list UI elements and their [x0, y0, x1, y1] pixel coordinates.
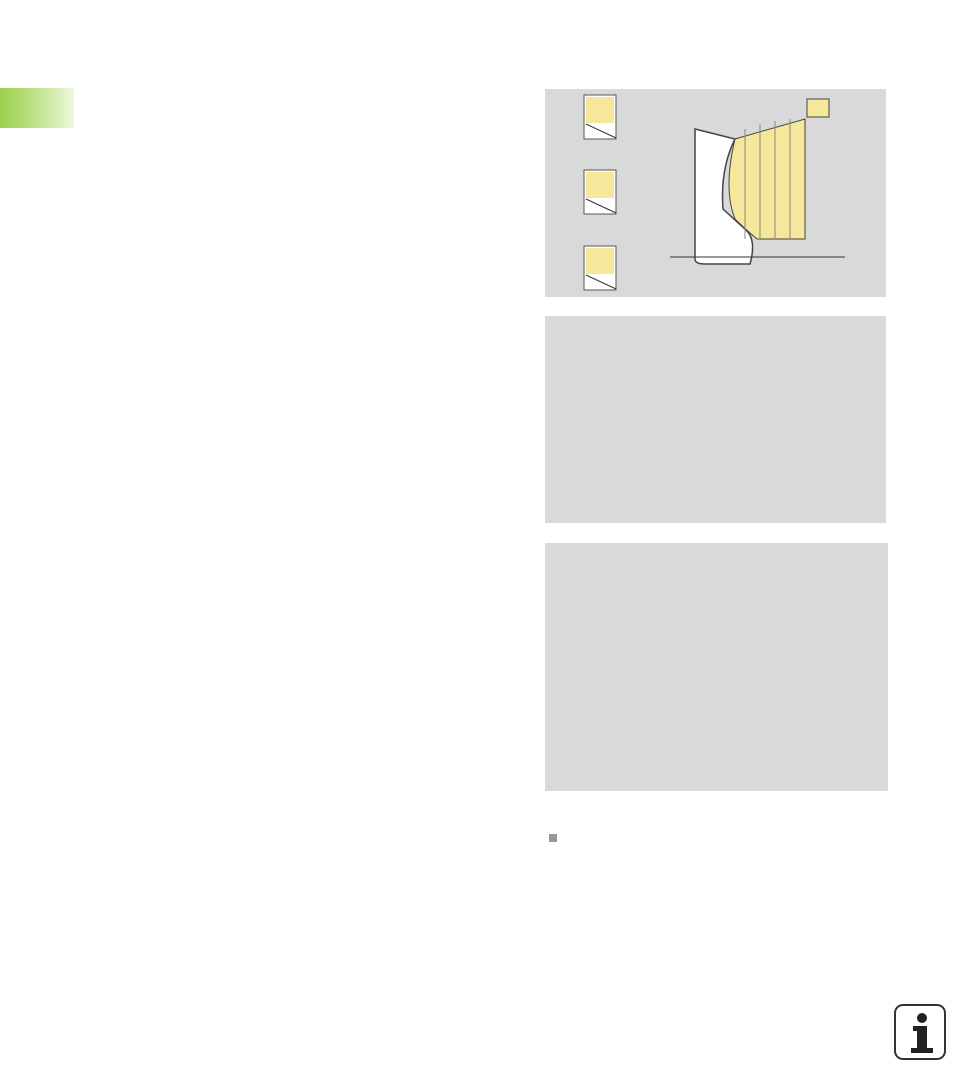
chapter-title: [20, 50, 66, 310]
roughing-contour-diagram: [545, 89, 886, 297]
retraction-variants-diagram: [545, 316, 886, 523]
form-elements-table-figure: [545, 543, 888, 791]
retraction-variants-figure: [545, 316, 886, 523]
form-elements-table: [545, 543, 888, 791]
info-icon: [894, 1004, 946, 1060]
technology-access: [548, 820, 878, 830]
main-text: [82, 86, 522, 96]
mini-tiles: [584, 95, 616, 290]
roughing-contour-figure: [545, 89, 886, 297]
